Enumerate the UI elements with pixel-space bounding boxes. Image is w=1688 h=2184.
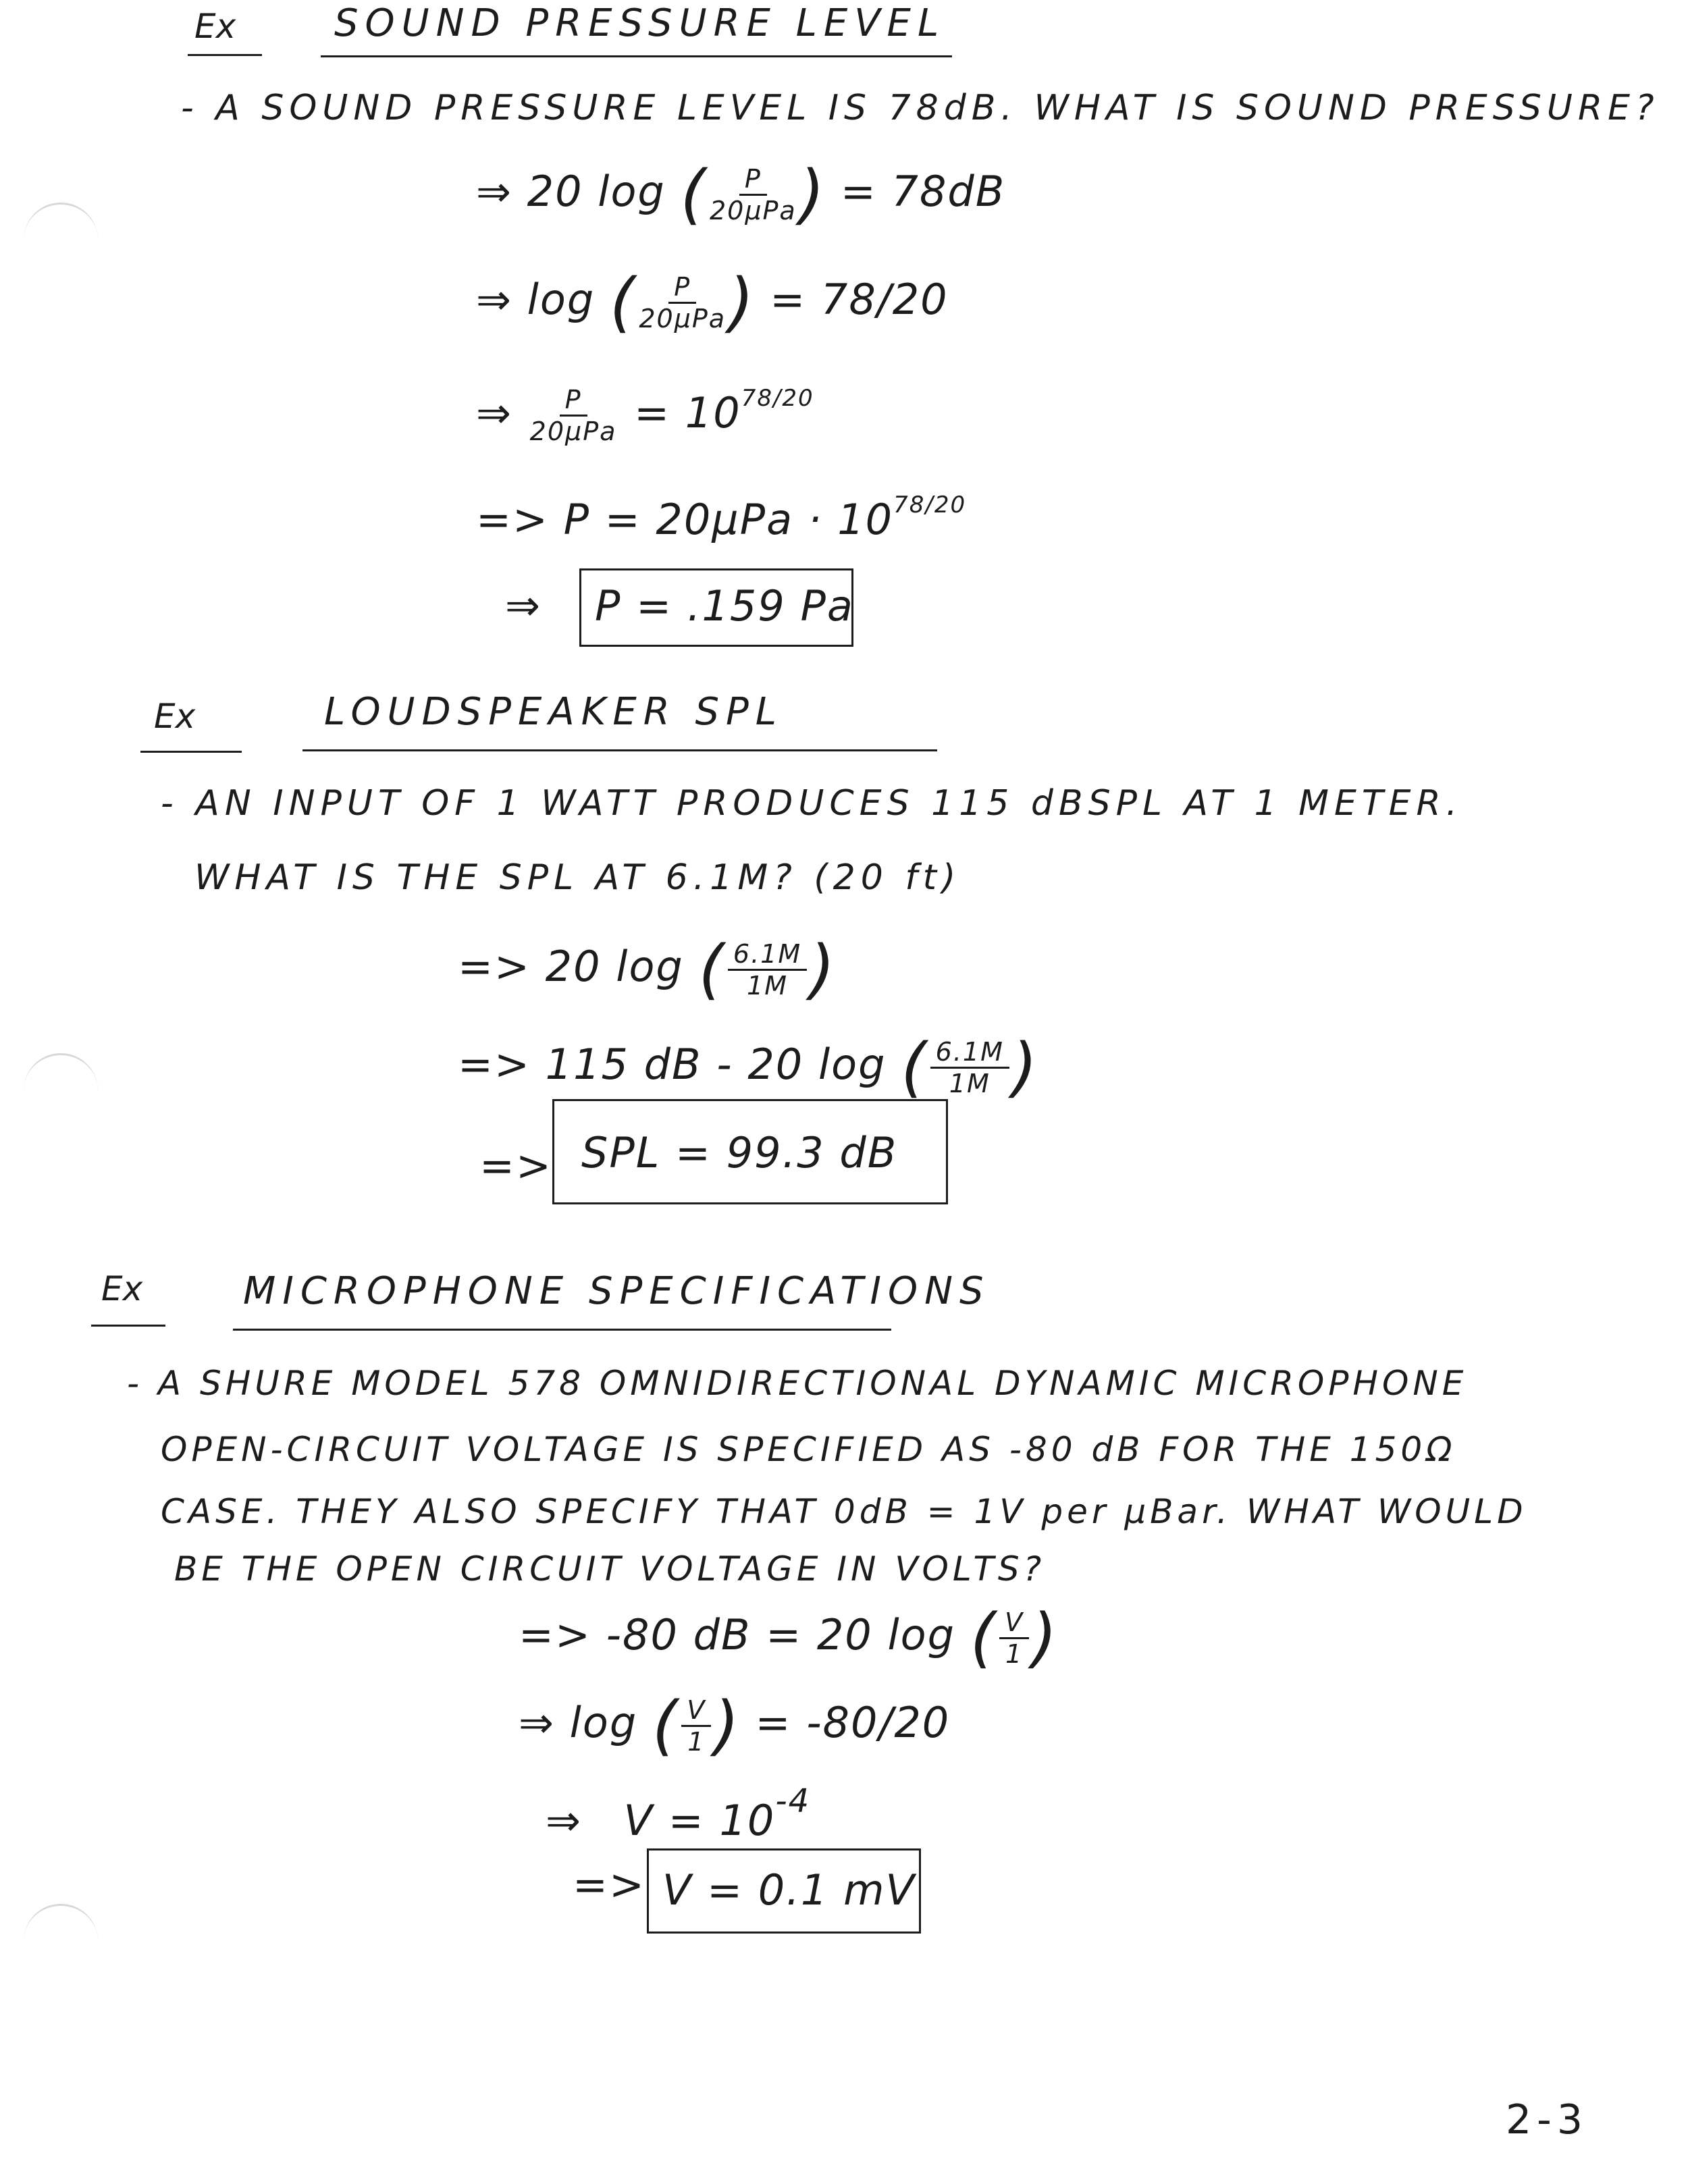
problem-statement: OPEN-CIRCUIT VOLTAGE IS SPECIFIED AS -80 dB FOR THE 150Ω [161, 1430, 1456, 1469]
equation-step: ⇒ $\frac{P}{\text{20μPa}}$ = $10^{78/20}$ [476, 385, 814, 447]
section-title-underline [321, 55, 952, 57]
equation-step: ⇒ $V = 10^{-4}$ [546, 1782, 811, 1845]
equation-step: => 20 log ( $\frac{6.1M}{1M}$ ) [458, 932, 837, 1007]
section-title-underline [302, 749, 937, 751]
section-title: LOUDSPEAKER SPL [324, 690, 784, 734]
example-label-underline [188, 54, 262, 56]
equation-step: ⇒ log ( $\frac{P}{\text{20μPa}}$ ) = 78/20 [476, 265, 949, 340]
section-title-underline [233, 1329, 891, 1331]
answer-text: SPL = 99.3 dB [581, 1128, 898, 1177]
exponent: 78/20 [741, 385, 814, 412]
answer-text: V = 0.1 mV [662, 1865, 916, 1915]
example-label: Ex [154, 697, 196, 736]
hole-punch-mark [24, 203, 98, 245]
exponent: -4 [775, 1782, 811, 1820]
implies-arrow: ⇒ [546, 1796, 582, 1845]
implies-arrow: ⇒ [519, 1698, 555, 1748]
hole-punch-mark [24, 1904, 98, 1946]
fraction: $\frac{6.1M}{1M}$ [728, 939, 807, 1001]
problem-statement: - A SHURE MODEL 578 OMNIDIRECTIONAL DYNAMIC MICROPHONE [127, 1364, 1468, 1403]
problem-statement: WHAT IS THE SPL AT 6.1M? (20 ft) [194, 857, 961, 898]
problem-statement: BE THE OPEN CIRCUIT VOLTAGE IN VOLTS? [174, 1549, 1046, 1589]
example-label: Ex [194, 7, 236, 46]
fraction: $\frac{V}{1}$ [681, 1695, 711, 1757]
answer-arrow: => [479, 1141, 552, 1190]
answer-arrow: => [573, 1860, 645, 1909]
implies-arrow: => [458, 1040, 531, 1090]
fraction: $\frac{P}{\text{20μPa}}$ [639, 271, 727, 334]
fraction: $\frac{P}{\text{20μPa}}$ [529, 385, 617, 447]
section-title: MICROPHONE SPECIFICATIONS [243, 1269, 991, 1313]
equation-step: => 115 dB - 20 log ( $\frac{6.1M}{1M}$ ) [458, 1030, 1039, 1105]
answer-box [552, 1099, 948, 1204]
example-label-underline [91, 1325, 165, 1327]
hole-punch-mark [24, 1053, 98, 1096]
exponent: 78/20 [893, 491, 967, 518]
implies-arrow: => [458, 942, 531, 992]
equation-step: => $P = 20\mu Pa \cdot 10^{78/20}$ [476, 491, 967, 544]
answer-box [579, 568, 853, 647]
equation-step: ⇒ 20 log ( $\frac{P}{\text{20μPa}}$ ) = 78dB [476, 157, 1006, 232]
answer-text: P = .159 Pa [595, 581, 854, 631]
implies-arrow: ⇒ [476, 167, 512, 217]
fraction: $\frac{P}{\text{20μPa}}$ [709, 163, 797, 225]
problem-statement: - A SOUND PRESSURE LEVEL IS 78dB. WHAT IS SOUND PRESSURE? [181, 88, 1660, 128]
section-title: SOUND PRESSURE LEVEL [334, 1, 946, 45]
answer-arrow: ⇒ [505, 581, 542, 630]
implies-arrow: => [519, 1610, 591, 1660]
equation-step: ⇒ log ( $\frac{V}{1}$ ) = -80/20 [519, 1688, 951, 1763]
equation-step: => -80 dB = 20 log ( $\frac{V}{1}$ ) [519, 1600, 1059, 1676]
problem-statement: CASE. THEY ALSO SPECIFY THAT 0dB = 1V per μBar. WHAT WOULD [161, 1492, 1527, 1531]
implies-arrow: ⇒ [476, 275, 512, 325]
fraction: $\frac{V}{1}$ [999, 1607, 1029, 1669]
example-label-underline [140, 751, 242, 753]
page-number: 2-3 [1506, 2096, 1588, 2143]
implies-arrow: ⇒ [476, 388, 512, 437]
answer-box [647, 1848, 921, 1934]
example-label: Ex [101, 1269, 143, 1308]
implies-arrow: => [476, 495, 549, 544]
fraction: $\frac{6.1M}{1M}$ [930, 1037, 1009, 1098]
problem-statement: - AN INPUT OF 1 WATT PRODUCES 115 dBSPL AT 1 METER. [161, 783, 1463, 824]
